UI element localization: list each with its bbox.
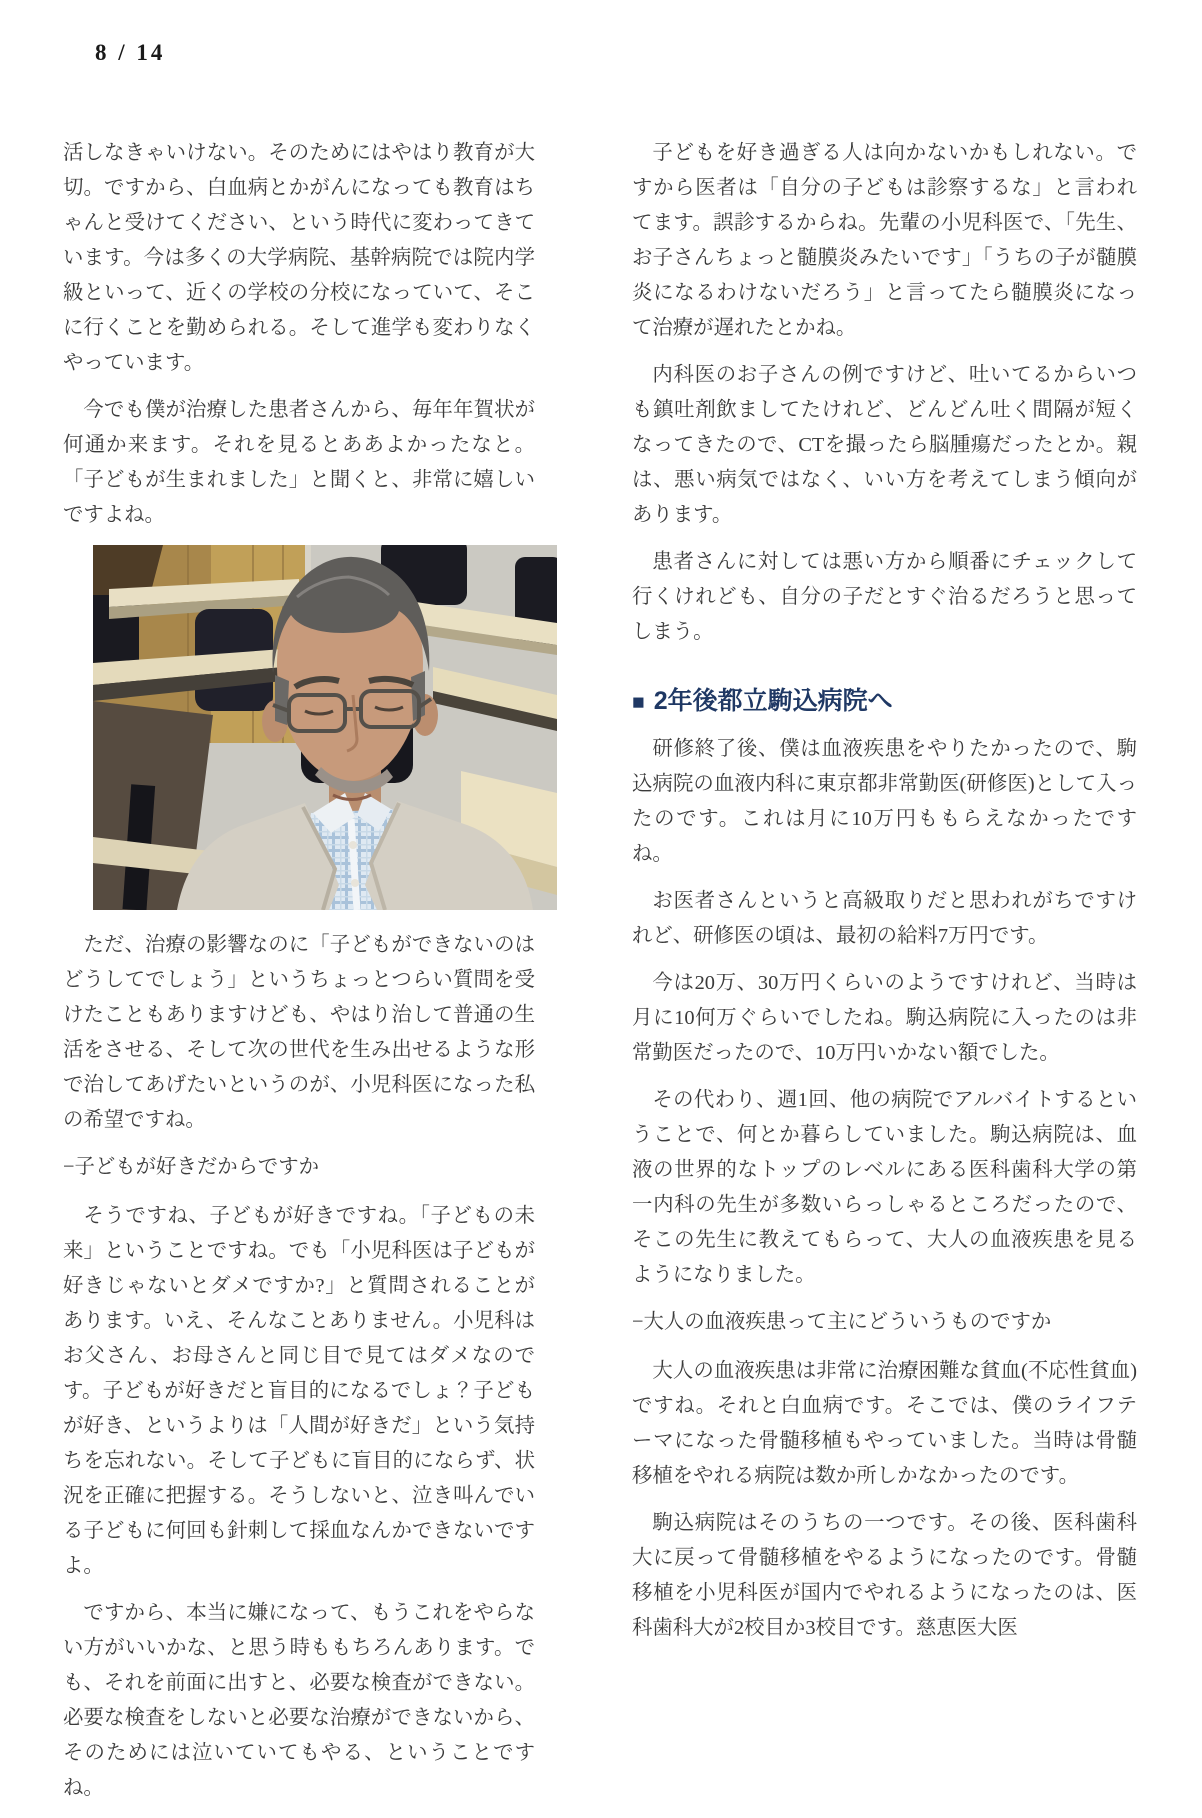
paragraph: 内科医のお子さんの例ですけど、吐いてるからいつも鎮吐剤飲ましてたけれど、どんどん吐く間隔が短くなってきたので、CTを撮ったら脳腫瘍だったとか。親は、悪い病気ではなく、いい方を考えてしまう傾向があります。 bbox=[632, 364, 1137, 526]
section-heading-label: 2年後都立駒込病院へ bbox=[653, 687, 893, 715]
section-heading bbox=[632, 686, 1137, 716]
paragraph: そうですね、子どもが好きですね。「子どもの未来」ということですね。でも「小児科医は子どもが好きじゃないとダメですか?」と質問されることがあります。いえ、そんなことありません。小児科はお父さん、お母さんと同じ目で見てはダメなのです。子どもが好きだと盲目的になるでしょ？子どもが好き、というよりは「人間が好きだ」という気持ちを忘れない。そして子どもに盲目的にならず、状況を正確に把握する。そうしないと、泣き叫んでいる子どもに何回も針刺して採血なんかできないですよ。 bbox=[63, 1205, 535, 1577]
paragraph: 活しなきゃいけない。そのためにはやはり教育が大切。ですから、白血病とかがんになっても教育はちゃんと受けてください、という時代に変わってきています。今は多くの大学病院、基幹病院では院内学級といって、近くの学校の分校になっていて、そこに行くことを勤められる。そして進学も変わりなくやっています。 bbox=[63, 142, 535, 374]
right-column bbox=[632, 136, 1137, 1658]
paragraph: お医者さんというと高級取りだと思われがちですけれど、研修医の頃は、最初の給料7万円です。 bbox=[632, 890, 1137, 947]
interview-question: −子どもが好きだからですか bbox=[63, 1156, 319, 1178]
section-marker-icon: ■ bbox=[632, 690, 645, 714]
page-number: 8 / 14 bbox=[95, 40, 166, 65]
interview-photo-illustration bbox=[93, 545, 557, 910]
paragraph: 研修終了後、僕は血液疾患をやりたかったので、駒込病院の血液内科に東京都非常勤医(研修医)として入ったのです。これは月に10万円ももらえなかったですね。 bbox=[632, 738, 1137, 865]
interview-photo bbox=[93, 545, 557, 910]
paragraph: 今は20万、30万円くらいのようですけれど、当時は月に10何万ぐらいでしたね。駒込病院に入ったのは非常勤医だったので、10万円いかない額でした。 bbox=[632, 972, 1137, 1064]
paragraph: 駒込病院はそのうちの一つです。その後、医科歯科大に戻って骨髄移植をやるようになったのです。骨髄移植を小児科医が国内でやれるようになったのは、医科歯科大が2校目か3校目です。慈恵医大医 bbox=[632, 1512, 1137, 1639]
paragraph: 子どもを好き過ぎる人は向かないかもしれない。ですから医者は「自分の子どもは診察するな」と言われてます。誤診するからね。先輩の小児科医で、「先生、お子さんちょっと髄膜炎みたいです」「うちの子が髄膜炎になるわけないだろう」と言ってたら髄膜炎になって治療が遅れたとかね。 bbox=[632, 142, 1137, 339]
paragraph: 大人の血液疾患は非常に治療困難な貧血(不応性貧血)ですね。それと白血病です。そこでは、僕のライフテーマになった骨髄移植もやっていました。当時は骨髄移植をやれる病院は数か所しかなかったのです。 bbox=[632, 1360, 1137, 1487]
paragraph: 患者さんに対しては悪い方から順番にチェックして行くけれども、自分の子だとすぐ治るだろうと思ってしまう。 bbox=[632, 551, 1137, 643]
paragraph: ですから、本当に嫌になって、もうこれをやらない方がいいかな、と思う時ももちろんあります。でも、それを前面に出すと、必要な検査ができない。必要な検査をしないと必要な治療ができないから、そのためには泣いていてもやる、ということですね。 bbox=[63, 1602, 535, 1799]
paragraph: 今でも僕が治療した患者さんから、毎年年賀状が何通か来ます。それを見るとああよかったなと。「子どもが生まれました」と聞くと、非常に嬉しいですよね。 bbox=[63, 399, 535, 526]
interview-question: −大人の血液疾患って主にどういうものですか bbox=[632, 1311, 1052, 1333]
paragraph: その代わり、週1回、他の病院でアルバイトするということで、何とか暮らしていました。駒込病院は、血液の世界的なトップのレベルにある医科歯科大学の第一内科の先生が多数いらっしゃるところだったので、そこの先生に教えてもらって、大人の血液疾患を見るようになりました。 bbox=[632, 1089, 1137, 1286]
paragraph: ただ、治療の影響なのに「子どもができないのはどうしてでしょう」というちょっとつらい質問を受けたこともありますけども、やはり治して普通の生活をさせる、そして次の世代を生み出せるような形で治してあげたいというのが、小児科医になった私の希望ですね。 bbox=[63, 934, 535, 1131]
left-column bbox=[63, 136, 535, 1818]
